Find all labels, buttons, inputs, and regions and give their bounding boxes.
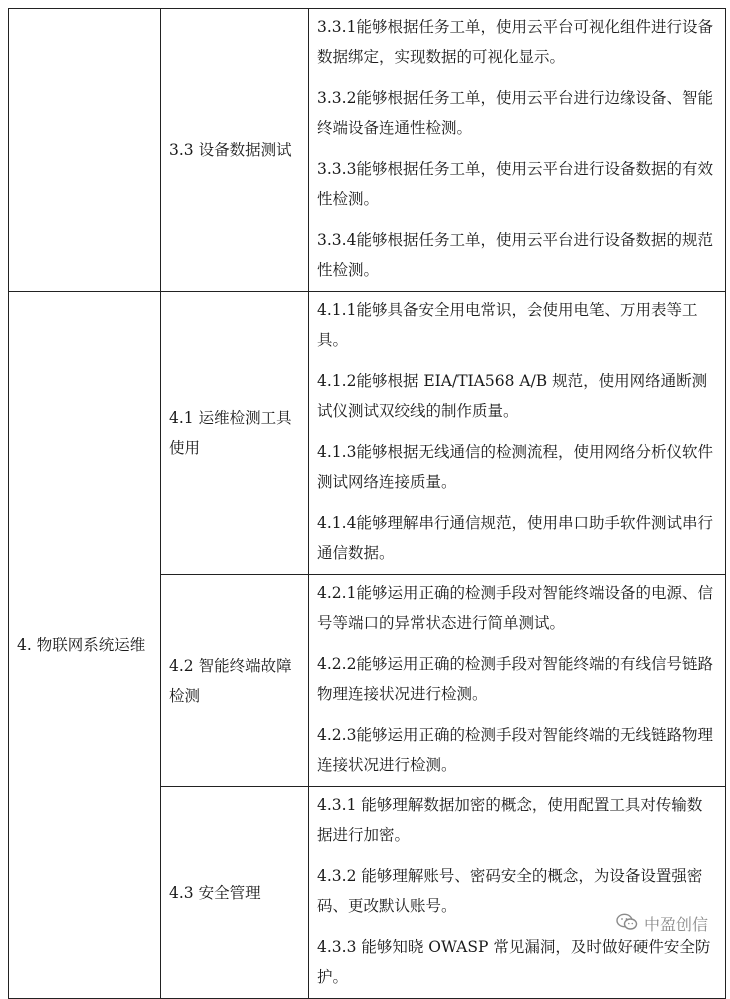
requirement-item: 4.1.3能够根据无线通信的检测流程，使用网络分析仪软件测试网络连接质量。 bbox=[317, 443, 713, 491]
requirement-item: 4.1.4能够理解串行通信规范，使用串口助手软件测试串行通信数据。 bbox=[317, 514, 713, 562]
table-row bbox=[9, 9, 726, 292]
subsection-title: 4.3 安全管理 bbox=[169, 883, 261, 902]
category-cell bbox=[9, 292, 161, 999]
category-cell bbox=[9, 9, 161, 292]
subsection-title: 4.2 智能终端故障检测 bbox=[169, 656, 292, 705]
table-row bbox=[9, 292, 726, 575]
requirement-item: 3.3.4能够根据任务工单，使用云平台进行设备数据的规范性检测。 bbox=[317, 231, 713, 279]
subsection-cell bbox=[161, 292, 309, 575]
requirement-item: 3.3.2能够根据任务工单，使用云平台进行边缘设备、智能终端设备连通性检测。 bbox=[317, 89, 713, 137]
subsection-cell bbox=[161, 787, 309, 999]
requirement-item: 4.2.2能够运用正确的检测手段对智能终端的有线信号链路物理连接状况进行检测。 bbox=[317, 655, 713, 703]
requirement-item: 3.3.3能够根据任务工单，使用云平台进行设备数据的有效性检测。 bbox=[317, 160, 713, 208]
wechat-bubble-icon bbox=[616, 913, 638, 935]
subsection-cell bbox=[161, 575, 309, 787]
watermark-text: 中盈创信 bbox=[643, 915, 708, 934]
requirement-item: 4.3.1 能够理解数据加密的概念，使用配置工具对传输数据进行加密。 bbox=[317, 796, 703, 844]
requirement-item: 3.3.1能够根据任务工单，使用云平台可视化组件进行设备数据绑定，实现数据的可视化显示。 bbox=[317, 18, 713, 66]
category-label: 4. 物联网系统运维 bbox=[17, 636, 146, 654]
competency-table bbox=[8, 8, 726, 999]
subsection-title: 4.1 运维检测工具使用 bbox=[169, 409, 292, 457]
subsection-title: 3.3 设备数据测试 bbox=[169, 141, 292, 159]
watermark bbox=[616, 912, 708, 935]
requirement-item: 4.3.3 能够知晓 OWASP 常见漏洞，及时做好硬件安全防护。 bbox=[317, 938, 711, 986]
requirement-item: 4.2.3能够运用正确的检测手段对智能终端的无线链路物理连接状况进行检测。 bbox=[317, 726, 713, 774]
requirements-cell bbox=[309, 292, 726, 575]
requirements-cell bbox=[309, 575, 726, 787]
requirement-item: 4.1.2能够根据 EIA/TIA568 A/B 规范，使用网络通断测试仪测试双绞线的制作质量。 bbox=[317, 372, 708, 420]
requirement-item: 4.1.1能够具备安全用电常识，会使用电笔、万用表等工具。 bbox=[317, 301, 698, 349]
requirement-item: 4.3.2 能够理解账号、密码安全的概念，为设备设置强密码、更改默认账号。 bbox=[317, 867, 703, 915]
subsection-cell bbox=[161, 9, 309, 292]
requirement-item: 4.2.1能够运用正确的检测手段对智能终端设备的电源、信号等端口的异常状态进行简单测试。 bbox=[317, 584, 713, 632]
requirements-cell bbox=[309, 9, 726, 292]
requirements-cell bbox=[309, 787, 726, 999]
